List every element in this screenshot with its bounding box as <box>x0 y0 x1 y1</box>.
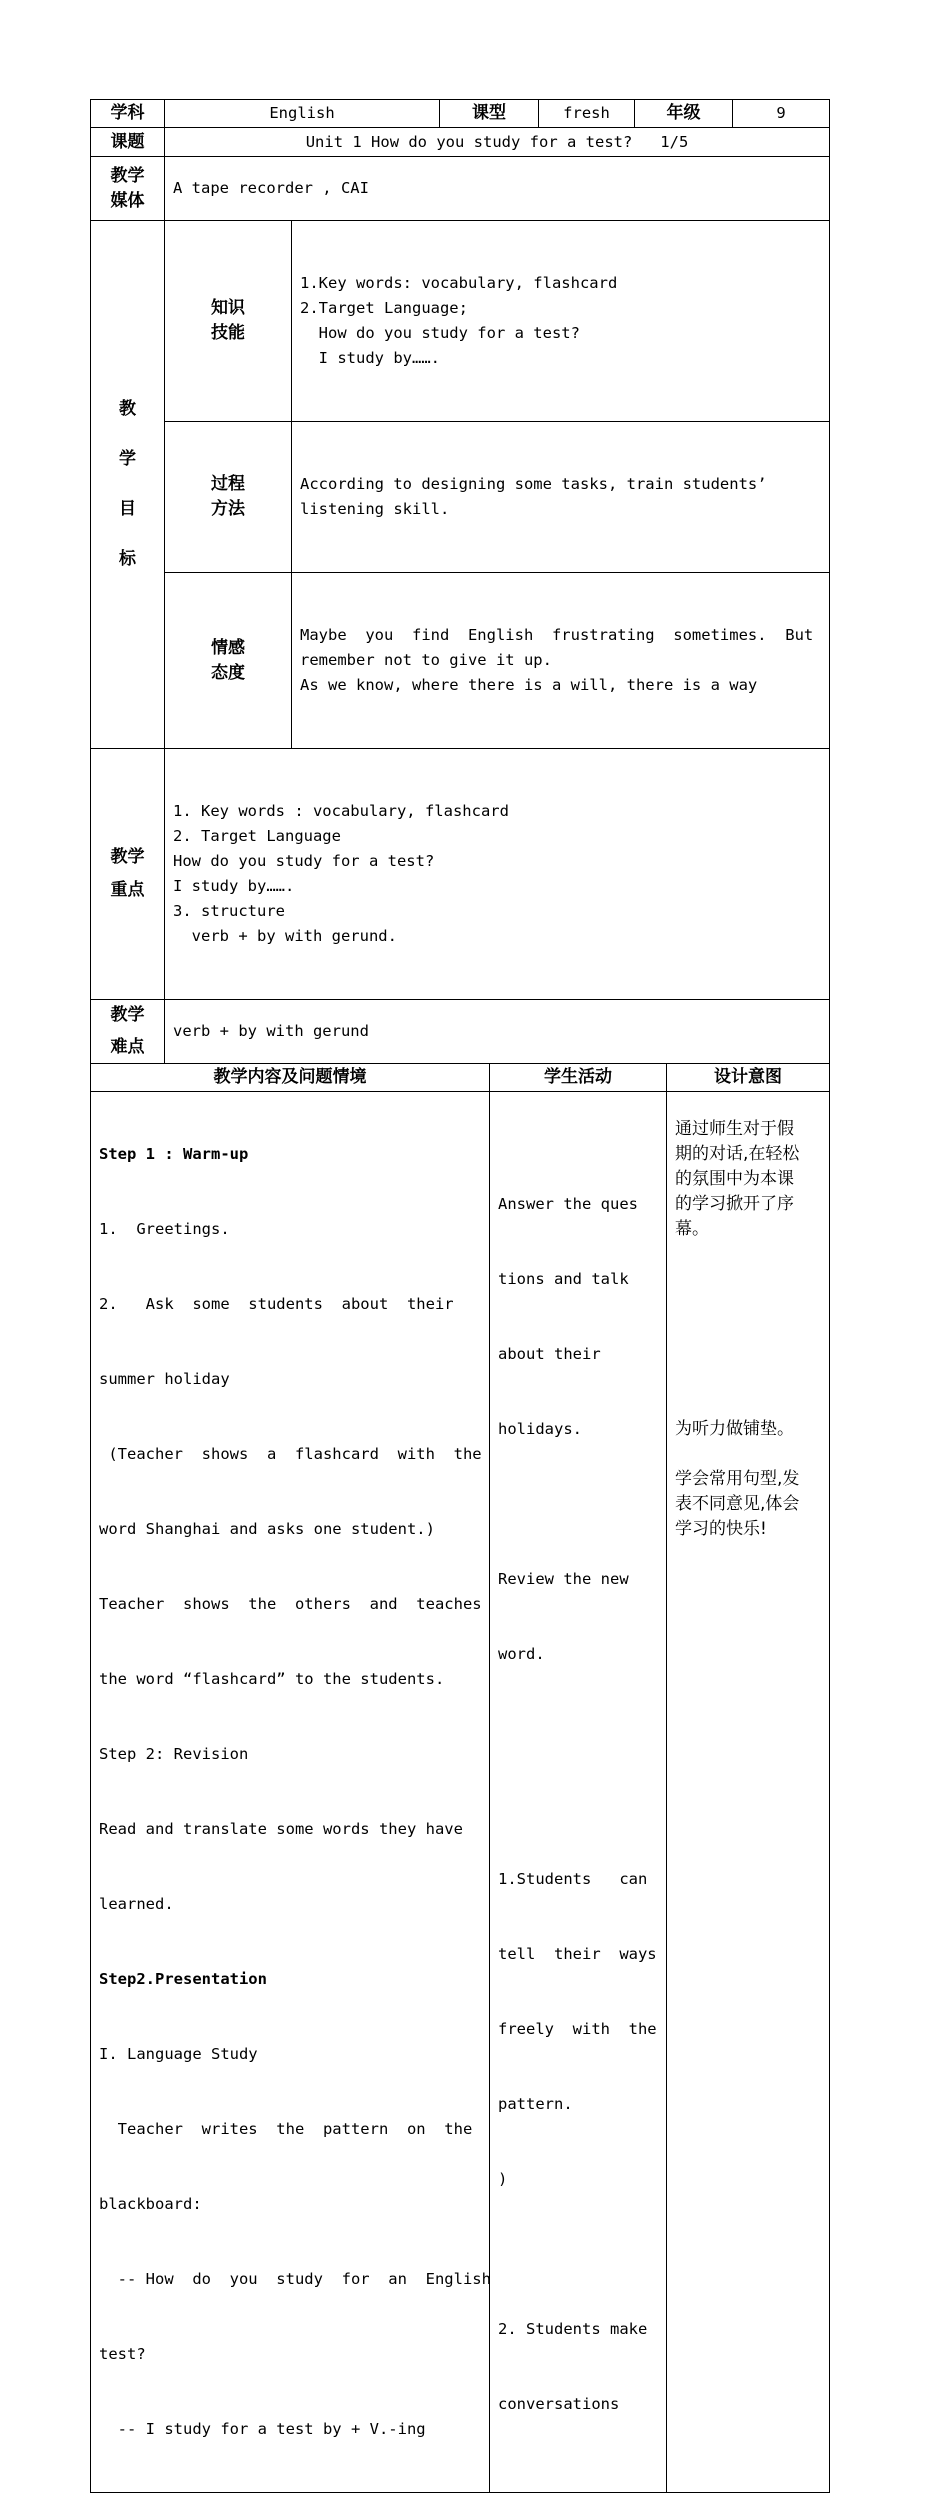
step-heading: Step 1 : Warm-up <box>99 1145 249 1163</box>
teaching-process-table <box>90 1063 830 2493</box>
content-header: 教学内容及问题情境 <box>91 1064 490 1092</box>
difficulties-content: verb + by with gerund <box>165 1000 830 1064</box>
knowledge-content: 1.Key words: vocabulary, flashcard 2.Target Language; How do you study for a test? I study by……. <box>292 221 830 422</box>
student-activity-cell: Answer the ques tions and talk about their holidays. Review the new word. 1.Students can tell their ways freely with the pattern. ) 2. Students make conversations <box>490 1092 667 2493</box>
design-intent-header: 设计意图 <box>667 1064 830 1092</box>
subject-value: English <box>165 100 440 128</box>
key-points-label: 教学 重点 <box>91 749 165 1000</box>
teaching-content-cell: Step 1 : Warm-up 1. Greetings. 2. Ask some students about their summer holiday (Teacher shows a flashcard with the word Shanghai and asks one student.) Teacher shows the others and teaches the word “flashcard” to the students. Step 2: Revision Read and translate some words they have learned. Step2.Presentation I. Language Study Teacher writes the pattern on the blackboard: -- How do you study for an English test? -- I study for a test by + V.-ing <box>91 1092 490 2493</box>
process-method-content: According to designing some tasks, train students’ listening skill. <box>292 422 830 573</box>
subject-label: 学科 <box>91 100 165 128</box>
emotion-attitude-label: 情感 态度 <box>165 573 292 749</box>
media-label: 教学 媒体 <box>91 157 165 221</box>
process-method-label: 过程 方法 <box>165 422 292 573</box>
step-heading: Step2.Presentation <box>99 1970 267 1988</box>
course-type-value: fresh <box>539 100 635 128</box>
course-type-label: 课型 <box>440 100 539 128</box>
difficulties-label: 教学 难点 <box>91 1000 165 1064</box>
topic-label: 课题 <box>91 128 165 157</box>
objectives-label: 教 学 目 标 <box>91 221 165 749</box>
design-intent-cell: 通过师生对于假 期的对话,在轻松 的氛围中为本课 的学习掀开了序 幕。 为听力做铺垫。 学会常用句型,发 表不同意见,体会 学习的快乐! <box>667 1092 830 2493</box>
media-value: A tape recorder , CAI <box>165 157 830 221</box>
knowledge-label: 知识 技能 <box>165 221 292 422</box>
grade-label: 年级 <box>635 100 733 128</box>
lesson-plan-page <box>90 99 829 2493</box>
lesson-info-table <box>90 99 830 1064</box>
grade-value: 9 <box>733 100 830 128</box>
emotion-attitude-content: Maybe you find English frustrating sometimes. But remember not to give it up. As we know, where there is a will, there is a way <box>292 573 830 749</box>
topic-value: Unit 1 How do you study for a test? 1/5 <box>165 128 830 157</box>
key-points-content: 1. Key words : vocabulary, flashcard 2. Target Language How do you study for a test? I study by……. 3. structure verb + by with gerund. <box>165 749 830 1000</box>
student-activity-header: 学生活动 <box>490 1064 667 1092</box>
